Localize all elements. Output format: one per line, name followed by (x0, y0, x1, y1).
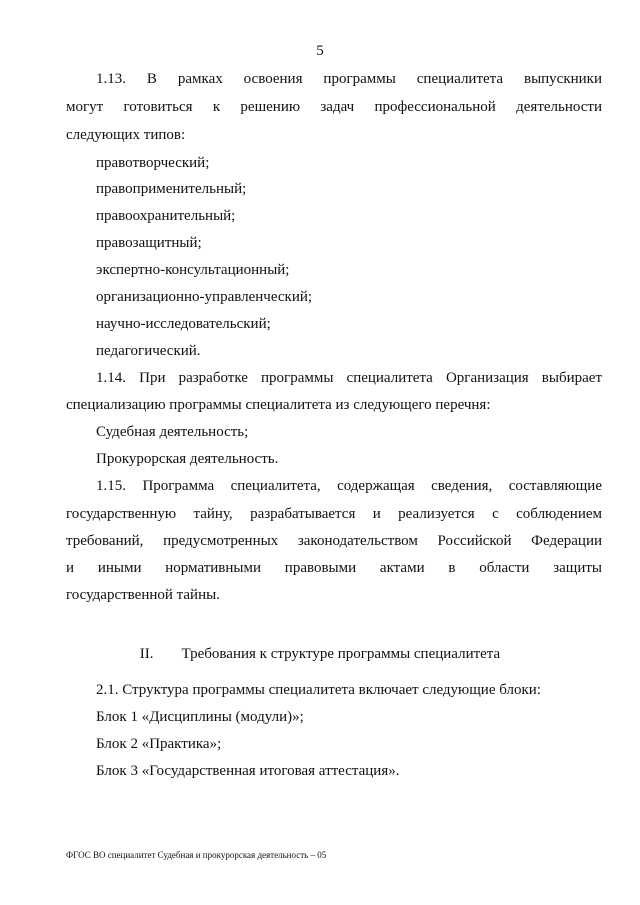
type-list-item: организационно-управленческий; (96, 289, 313, 305)
para-1-15-line-5: государственной тайны. (66, 587, 220, 603)
type-list-item: правотворческий; (96, 155, 210, 171)
para-1-15-line-2: государственную тайну, разрабатывается и реализуется с соблюдением (66, 506, 602, 522)
block-item: Блок 3 «Государственная итоговая аттестация». (96, 763, 400, 779)
section-heading (0, 643, 640, 665)
para-1-15-line-4: и иными нормативными правовыми актами в области защиты (66, 560, 602, 576)
type-list-item: правоприменительный; (96, 181, 247, 197)
para-1-14-line-2: специализацию программы специалитета из следующего перечня: (66, 397, 491, 413)
para-1-13-line-2: могут готовиться к решению задач профессиональной деятельности (66, 99, 602, 115)
type-list-item: правозащитный; (96, 235, 202, 251)
document-footer: ФГОС ВО специалитет Судебная и прокурорская деятельность – 05 (66, 850, 327, 860)
para-1-15-line-3: требований, предусмотренных законодательством Российской Федерации (66, 533, 602, 549)
specialization-item: Судебная деятельность; (96, 424, 249, 440)
section-number: II. (139, 646, 154, 662)
type-list-item: экспертно-консультационный; (96, 262, 290, 278)
para-1-15-line-1: 1.15. Программа специалитета, содержащая сведения, составляющие (96, 478, 602, 494)
specialization-item: Прокурорская деятельность. (96, 451, 279, 467)
block-item: Блок 2 «Практика»; (96, 736, 222, 752)
type-list-item: научно-исследовательский; (96, 316, 271, 332)
type-list-item: правоохранительный; (96, 208, 236, 224)
para-2-1: 2.1. Структура программы специалитета включает следующие блоки: (96, 682, 541, 698)
page-number: 5 (316, 43, 324, 59)
block-item: Блок 1 «Дисциплины (модули)»; (96, 709, 304, 725)
section-title: Требования к структуре программы специалитета (181, 646, 501, 662)
type-list-item: педагогический. (96, 343, 201, 359)
para-1-14-line-1: 1.14. При разработке программы специалитета Организация выбирает (96, 370, 602, 386)
para-1-13-line-1: 1.13. В рамках освоения программы специалитета выпускники (96, 71, 602, 87)
para-1-13-line-3: следующих типов: (66, 127, 186, 143)
